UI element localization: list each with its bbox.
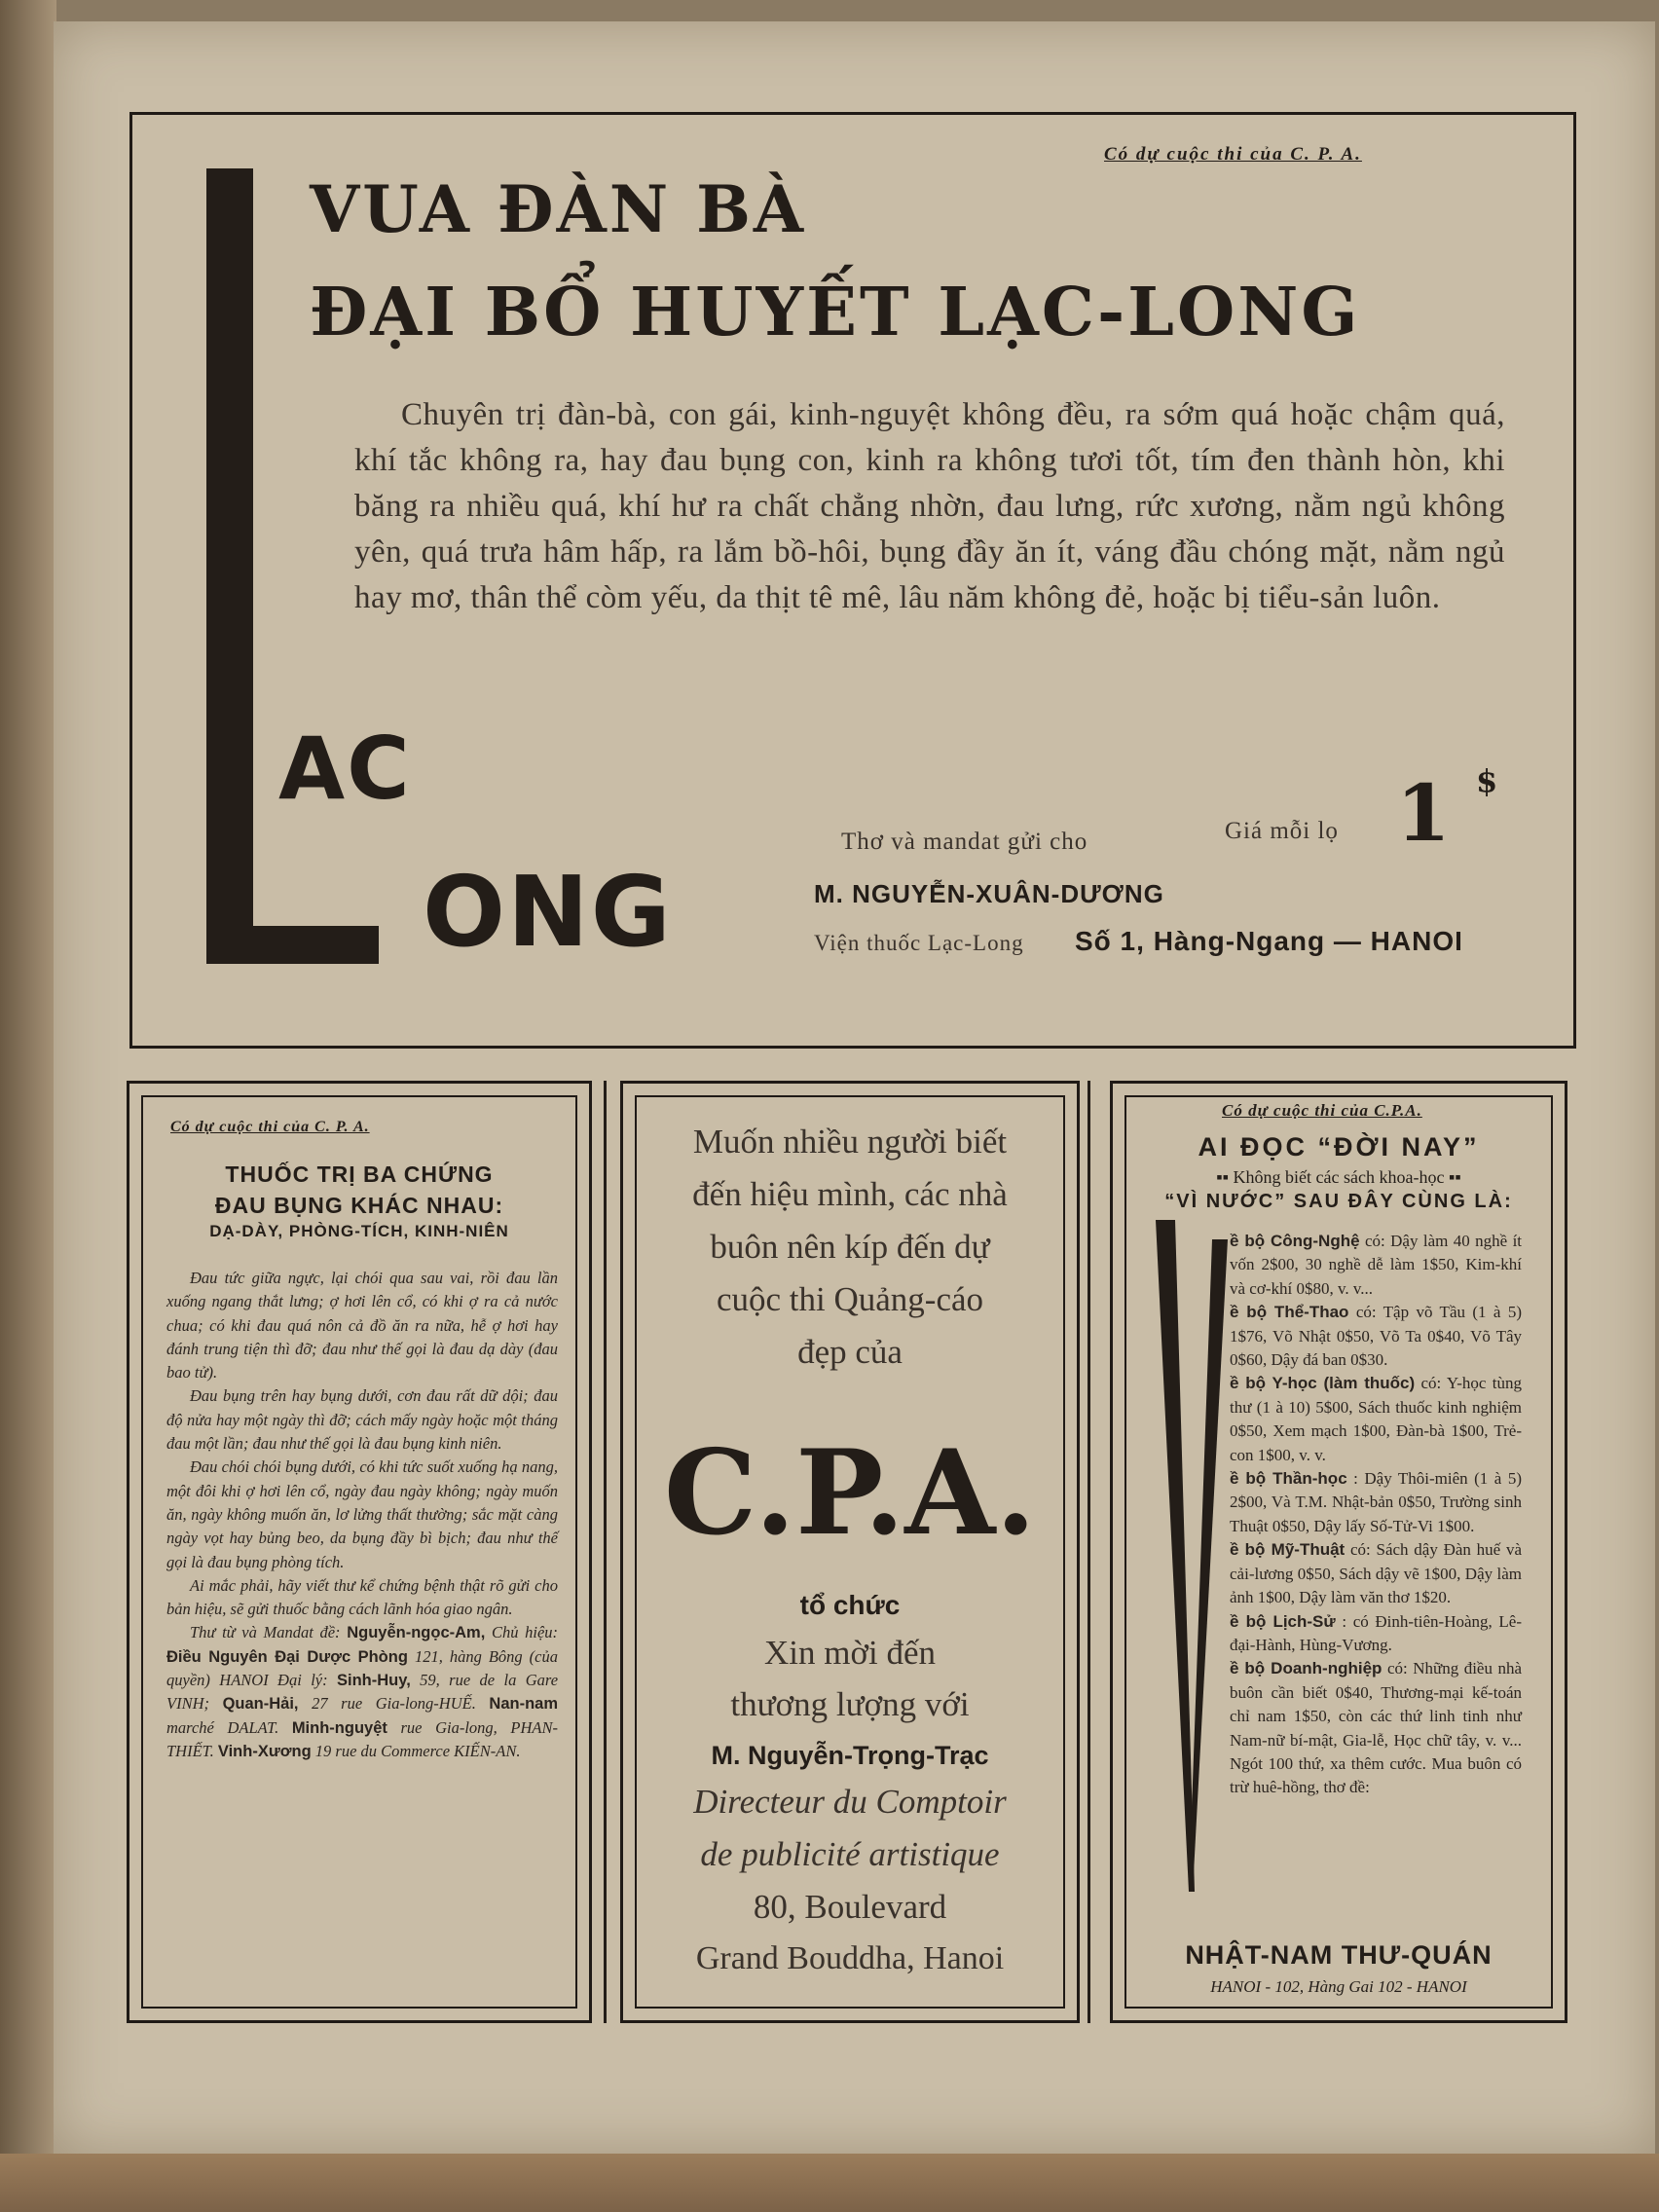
book-list	[1230, 1230, 1522, 1800]
mail-lead: Thư từ và Mandat đề:	[190, 1623, 341, 1642]
big-letter-l-vertical	[206, 168, 253, 964]
paragraph-phong-tich: Đau chói chói bụng dưới, có khi tức suốt xuống hạ nang, một đôi khi ợ hơi lên cổ, ngày đau ngày không; ngày muốn ăn, ngày không muốn ăn, lơ lửng thất thường; sắc mặt càng ngày vọt hay bủng beo, da bụng đầy bì bịch; đau như thế gọi là đau bụng phòng tích.	[166, 1457, 558, 1571]
series-detail: có: Dậy làm 40 nghề ít vốn 2$00, 30 nghề dễ làm 1$50, Kim-khí và cơ-khí 0$80, v. v...	[1230, 1232, 1523, 1298]
address-line-1: 80, Boulevard	[753, 1888, 947, 1926]
agent-address: marché DALAT.	[166, 1717, 279, 1737]
address: Số 1, Hàng-Ngang — HANOI	[1075, 926, 1463, 956]
ad-title: AI ĐỌC “ĐỜI NAY”	[1198, 1132, 1480, 1161]
title-line-2: ĐAU BỤNG KHÁC NHAU:	[214, 1193, 504, 1218]
column-rule	[1088, 1081, 1090, 2023]
series-detail: : Dậy Thôi-miên (1 à 5) 2$00, Và T.M. Nhật-bản 0$50, Trường sinh Thuật 0$50, Dậy lấy Số-Tử-Vi 1$00.	[1230, 1469, 1522, 1535]
series-name: ề bộ Thần-học	[1230, 1469, 1347, 1489]
owner-name: Nguyễn-ngọc-Am,	[347, 1624, 486, 1642]
headline-dai-bo-huyet: ĐẠI BỔ HUYẾT LẠC-LONG	[310, 274, 1361, 351]
recipient-name: M. NGUYỄN-XUÂN-DƯƠNG	[814, 879, 1164, 908]
series-name: ề bộ Y-học (làm thuốc)	[1230, 1374, 1416, 1393]
ad-body	[166, 1267, 558, 1763]
book-series-item	[1230, 1301, 1522, 1372]
organizes-label: tổ chức	[799, 1590, 901, 1620]
contest-tag: Có dự cuộc thi của C. P. A.	[1104, 144, 1362, 165]
title-line-3: DẠ-DÀY, PHÒNG-TÍCH, KINH-NIÊN	[209, 1222, 509, 1240]
stomach-medicine-ad	[127, 1081, 592, 2023]
agent-name: Quan-Hải,	[222, 1695, 299, 1714]
agent-address: rue Gia-long, PHAN-THIẾT.	[166, 1717, 558, 1760]
contest-tag: Có dự cuộc thi của C. P. A.	[170, 1119, 370, 1135]
series-name: ề bộ Mỹ-Thuật	[1230, 1540, 1346, 1560]
cpa-ad	[620, 1081, 1080, 2023]
page-bottom-edge	[0, 2154, 1659, 2212]
shop-address: 121, hàng Bông (của quyền) HANOI Đại lý:	[166, 1646, 558, 1690]
lac-long-ad	[129, 112, 1576, 1049]
shop-name: Điều Nguyên Đại Dược Phòng	[166, 1647, 408, 1666]
series-detail: có: Y-học tùng thư (1 à 10) 5$00, Sách thuốc kinh nghiệm 0$50, Xem mạch 1$00, Đàn-bà 1$00, Trẻ-con 1$00, v. v.	[1230, 1374, 1522, 1464]
agent-name: Nan-nam	[489, 1695, 559, 1714]
book-series-item	[1230, 1538, 1522, 1609]
promo-line-4: cuộc thi Quảng-cáo	[716, 1280, 984, 1318]
agent-name: Vinh-Xương	[217, 1742, 312, 1760]
subtitle-2: “VÌ NƯỚC” SAU ĐÂY CÙNG LÀ:	[1164, 1191, 1513, 1212]
series-detail: : có Đinh-tiên-Hoàng, Lê-đại-Hành, Hùng-Vương.	[1230, 1611, 1522, 1654]
series-name: ề bộ Lịch-Sử	[1230, 1611, 1336, 1631]
title-line-1: THUỐC TRỊ BA CHỨNG	[225, 1161, 494, 1187]
paragraph-da-day: Đau tức giữa ngực, lại chói qua sau vai, rồi đau lần xuống ngang thắt lưng; ợ hơi lên cổ, có khi ợ ra cả nước chua; có khi đau quá nôn cả đồ ăn ra nữa, hễ ợ hơi hay đánh trung tiện thì đỡ; đau như thế gọi là đau dạ dày (đau bao tử).	[166, 1269, 558, 1382]
doi-nay-books-ad	[1110, 1081, 1567, 2023]
promo-line-3: buôn nên kíp đến dự	[710, 1228, 990, 1266]
agent-name: Minh-nguyệt	[291, 1718, 387, 1737]
mail-label: Thơ và mandat gửi cho	[841, 829, 1088, 855]
invite-line-1: Xin mời đến	[764, 1634, 936, 1672]
subtitle-1: ▪▪ Không biết các sách khoa-học ▪▪	[1216, 1167, 1461, 1187]
address-line-2: Grand Bouddha, Hanoi	[695, 1940, 1005, 1976]
series-detail: có: Tập võ Tầu (1 à 5) 1$76, Võ Nhật 0$50, Võ Ta 0$40, Võ Tây 0$60, Dậy đá ban 0$30.	[1230, 1303, 1523, 1370]
invite-line-2: thương lượng với	[730, 1685, 970, 1723]
column-rule	[604, 1081, 607, 2023]
book-series-item	[1230, 1372, 1522, 1467]
role-line-1: Directeur du Comptoir	[693, 1783, 1007, 1821]
role-line-2: de publicité artistique	[700, 1835, 1000, 1873]
shop-address: HANOI - 102, Hàng Gai 102 - HANOI	[1210, 1977, 1467, 1996]
agent-name: Sinh-Huy,	[337, 1672, 411, 1690]
series-detail: có: Những điều nhà buôn cần biết 0$40, Thương-mại kế-toán chỉ nam 1$50, còn các thứ linh tinh như Nam-nữ bí-mật, Gia-lễ, Học chữ tây, v. v... Ngót 100 thứ, xa thêm cước. Mua buôn có trừ huê-hồng, thơ đề:	[1230, 1659, 1523, 1797]
agent-address: 59, rue de la Gare VINH;	[166, 1671, 559, 1714]
paragraph-agents	[166, 1621, 558, 1763]
big-letter-v-icon	[1156, 1220, 1234, 1892]
book-series-item	[1230, 1230, 1522, 1301]
brand-long: ONG	[423, 855, 673, 969]
agent-address: 27 rue Gia-long-HUẾ.	[312, 1694, 476, 1714]
promo-line-2: đến hiệu mình, các nhà	[692, 1175, 1008, 1213]
brand-lac: AC	[278, 719, 412, 819]
ad-body-text: Chuyên trị đàn-bà, con gái, kinh-nguyệt không đều, ra sớm quá hoặc chậm quá, khí tắc không ra, hay đau bụng con, kinh ra không tươi tốt, tím đen thành hòn, khi băng ra nhiều quá, khí hư ra chất chẳng nhờn, đau lưng, rức xương, nằm ngủ không yên, quá trưa hâm hấp, ra lắm bồ-hôi, bụng đầy ăn ít, váng đầu chóng mặt, nằm ngủ hay mơ, thân thể còm yếu, da thịt tê mê, lâu năm không đẻ, hoặc bị tiểu-sản luôn.	[354, 397, 1505, 615]
promo-line-5: đẹp của	[797, 1333, 903, 1371]
contest-tag: Có dự cuộc thi của C.P.A.	[1222, 1101, 1422, 1120]
contact-person: M. Nguyễn-Trọng-Trạc	[711, 1741, 989, 1770]
book-spine	[0, 0, 56, 2212]
promo-line-1: Muốn nhiều người biết	[692, 1123, 1008, 1161]
book-series-item	[1230, 1657, 1522, 1799]
shop-name: NHẬT-NAM THƯ-QUÁN	[1185, 1940, 1493, 1970]
book-series-item	[1230, 1467, 1522, 1538]
owner-role: Chủ hiệu:	[491, 1623, 559, 1642]
series-name: ề bộ Công-Nghệ	[1230, 1232, 1360, 1250]
headline-vua-dan-ba: VUA ĐÀN BÀ	[310, 171, 807, 247]
series-detail: có: Sách dậy Đàn huế và cải-lương 0$50, Sách dậy vẽ 1$00, Dậy làm ảnh 1$00, Dậy làm văn thơ 1$20.	[1230, 1540, 1522, 1607]
big-letter-l-foot	[206, 926, 379, 964]
cpa-logo: C.P.A.	[663, 1424, 1037, 1562]
series-name: ề bộ Thể-Thao	[1230, 1303, 1349, 1322]
paragraph-kinh-nien: Đau bụng trên hay bụng dưới, cơn đau rất dữ dội; đau độ nửa hay một ngày thì đỡ; cách mấy ngày hoặc một tháng đau một lần; đau như thế gọi là đau bụng kinh niên.	[166, 1386, 558, 1454]
series-name: ề bộ Doanh-nghiệp	[1230, 1659, 1382, 1678]
paragraph-order-info: Ai mắc phải, hãy viết thư kể chứng bệnh thật rõ gửi cho bản hiệu, sẽ gửi thuốc bằng cách lãnh hóa giao ngân.	[166, 1575, 558, 1619]
price-currency: $	[1476, 762, 1498, 799]
price-label: Giá mỗi lọ	[1225, 818, 1339, 844]
institute-name: Viện thuốc Lạc-Long	[814, 931, 1024, 955]
book-series-item	[1230, 1610, 1522, 1658]
price-value: 1	[1396, 767, 1451, 859]
agent-address: 19 rue du Commerce KIẾN-AN.	[314, 1741, 521, 1760]
